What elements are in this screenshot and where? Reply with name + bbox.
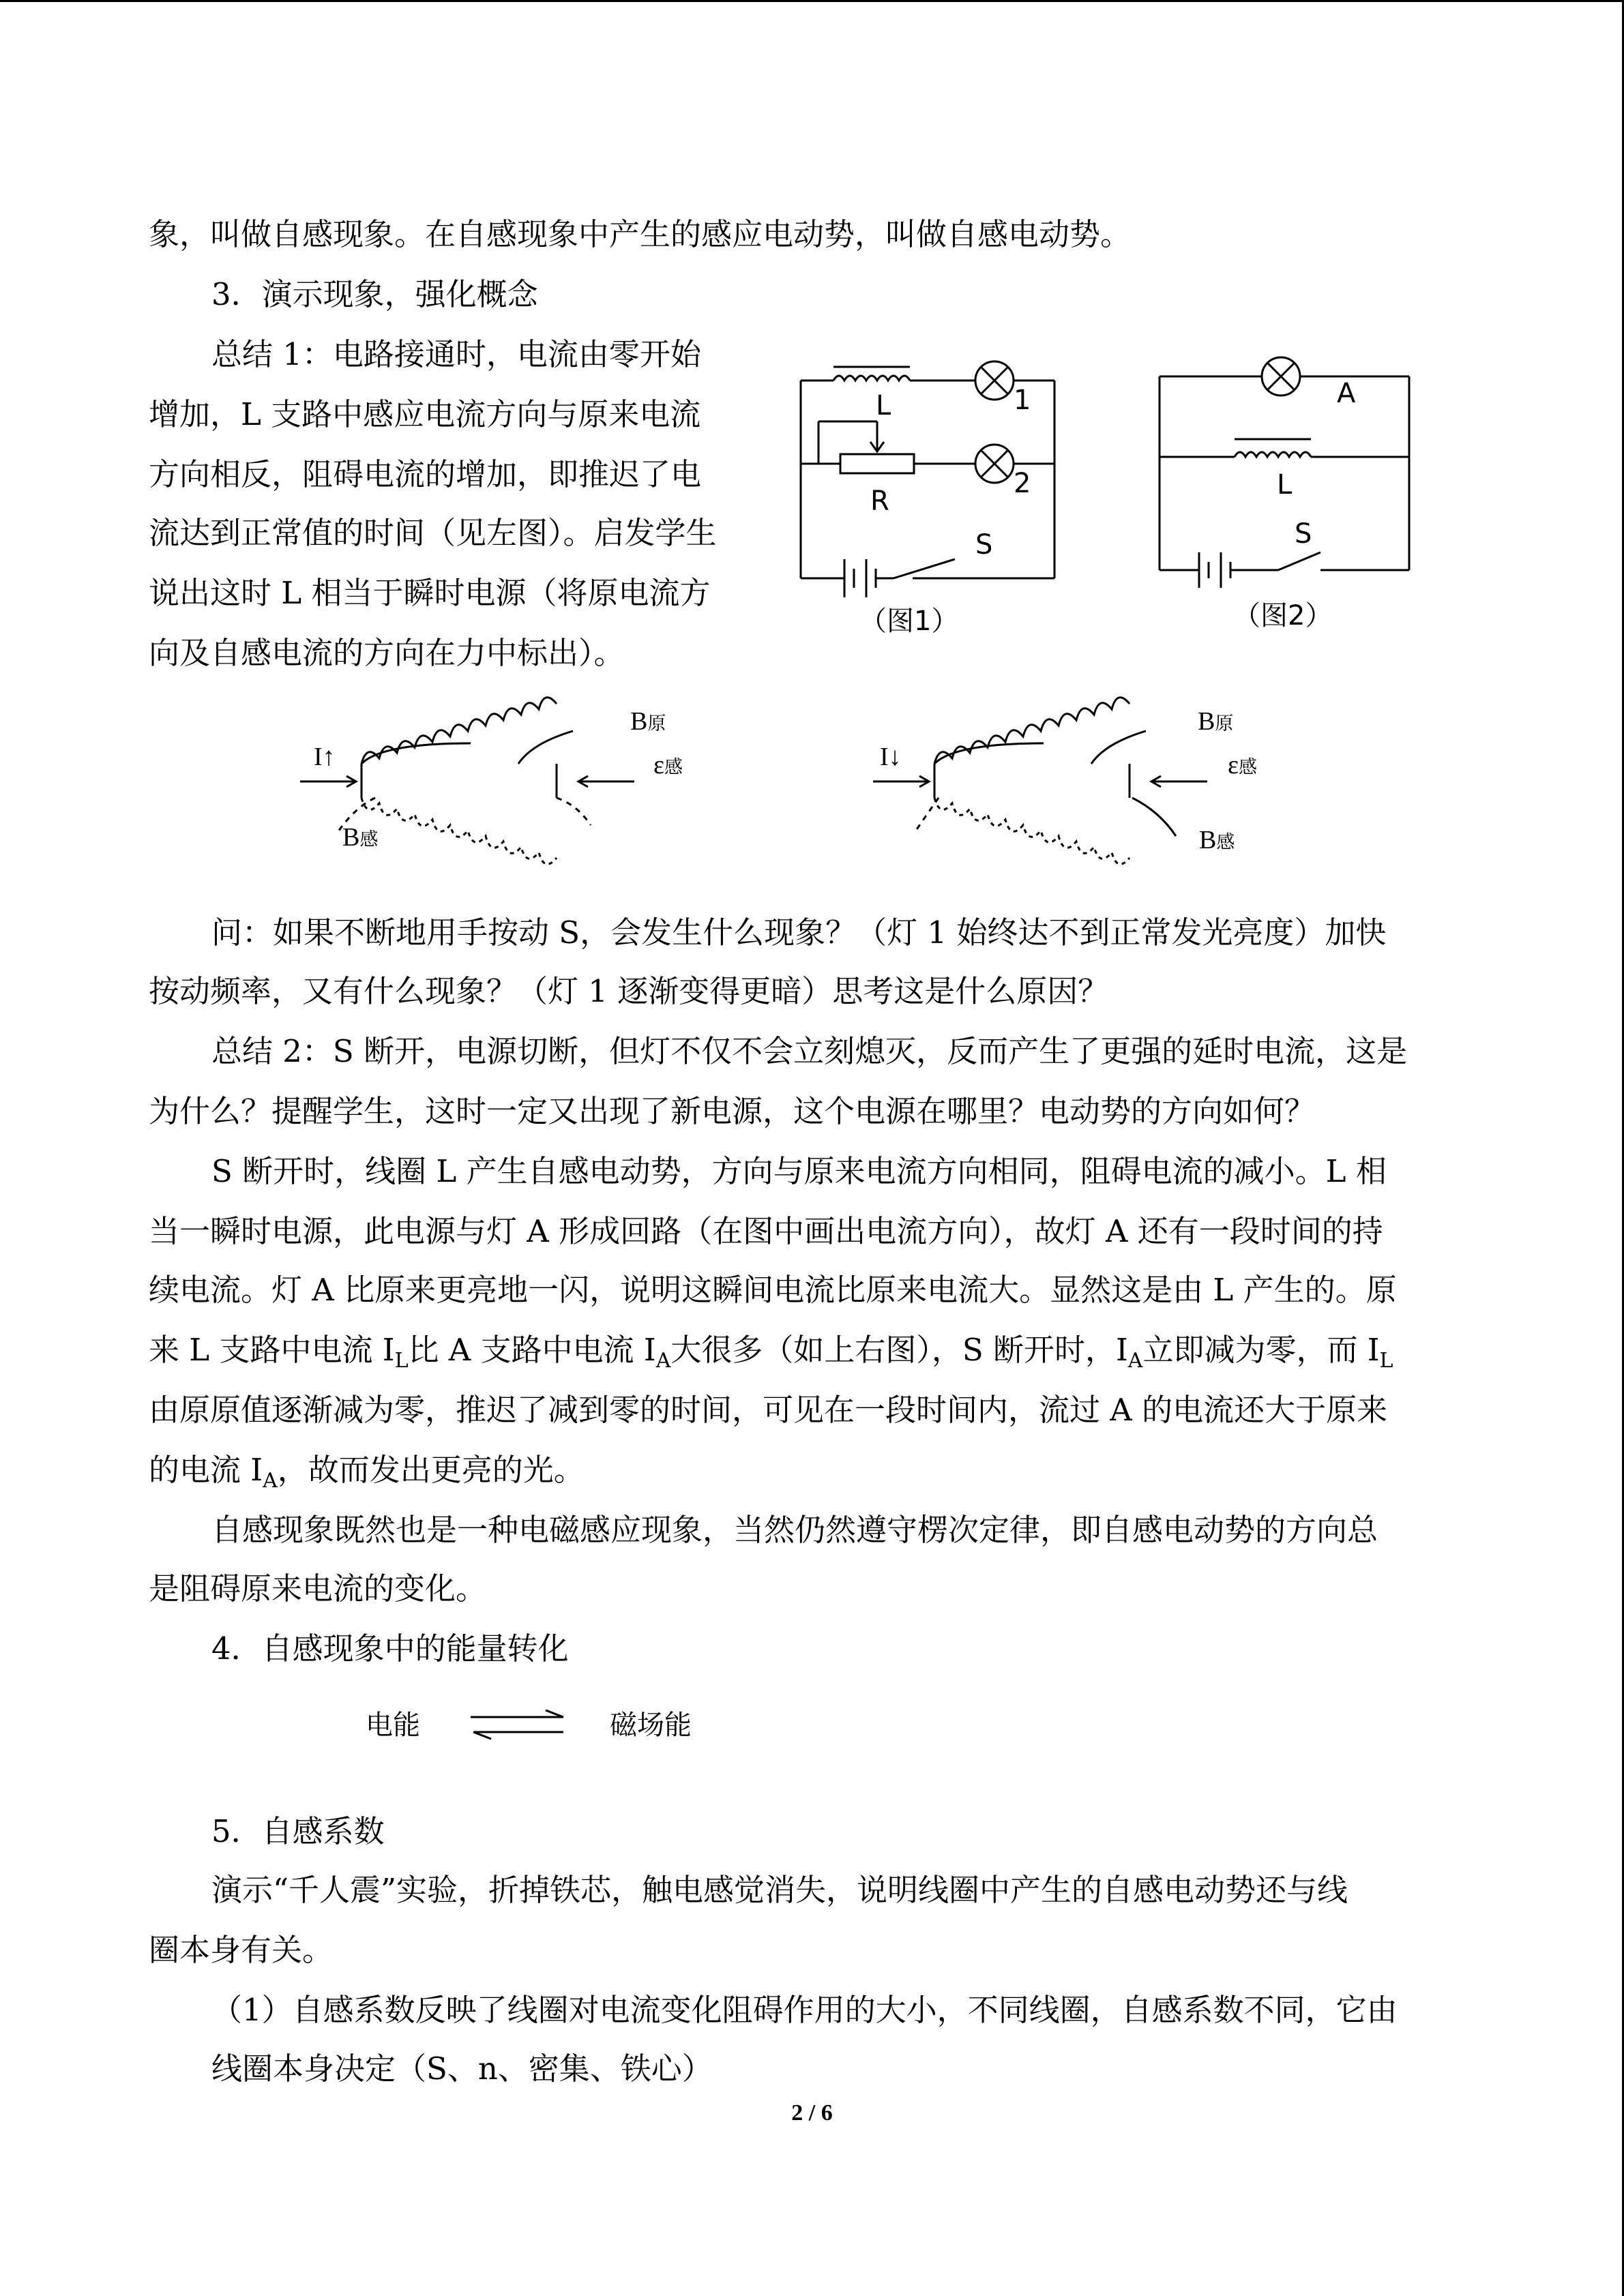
circuit-figure-1 xyxy=(791,355,1078,641)
text-line: 象，叫做自感现象。在自感现象中产生的感应电动势，叫做自感电动势。 xyxy=(149,216,1132,252)
text-line: 总结 2：S 断开，电源切断，但灯不仅不会立刻熄灭，反而产生了更强的延时电流，这是 xyxy=(211,1033,1408,1069)
page-top-border xyxy=(0,0,1624,2)
section-heading-3: 3．演示现象，强化概念 xyxy=(211,276,538,312)
energy-magnetic-label: 磁场能 xyxy=(610,1710,692,1741)
text-line: 方向相反，阻碍电流的增加，即推迟了电 xyxy=(149,456,702,492)
text-line: 按动频率，又有什么现象？（灯 1 逐渐变得更暗）思考这是什么原因？ xyxy=(149,973,1109,1009)
coil-left-current-label: I↑ xyxy=(314,743,336,771)
text-line: 自感现象既然也是一种电磁感应现象，当然仍然遵守楞次定律，即自感电动势的方向总 xyxy=(211,1512,1378,1548)
text-line: 由原原值逐渐减为零，推迟了减到零的时间，可见在一段时间内，流过 A 的电流还大于原来 xyxy=(149,1392,1388,1428)
coil-left-b-original: B原 xyxy=(630,707,666,736)
fig1-label-L: L xyxy=(876,390,891,421)
coil-right-b-original: B原 xyxy=(1198,707,1234,736)
text-line: 向及自感电流的方向在力中标出）。 xyxy=(149,635,625,671)
text-line: 为什么？提醒学生，这时一定又出现了新电源，这个电源在哪里？电动势的方向如何？ xyxy=(149,1093,1316,1129)
text-line: 是阻碍原来电流的变化。 xyxy=(149,1570,487,1607)
page-number: 2 / 6 xyxy=(791,2100,833,2126)
fig2-label-S: S xyxy=(1295,518,1312,550)
text-line-with-subscripts: 的电流 $I_A$，故而发出更亮的光。 xyxy=(149,1452,585,1493)
text-line: 说出这时 L 相当于瞬时电源（将原电流方 xyxy=(149,575,711,611)
energy-electric-label: 电能 xyxy=(366,1710,420,1741)
text-line: 续电流。灯 A 比原来更亮地一闪，说明这瞬间电流比原来电流大。显然这是由 L 产生的。原 xyxy=(149,1272,1397,1308)
text-line: 线圈本身决定（S、n、密集、铁心） xyxy=(211,2051,713,2087)
coil-left-b-induced: B感 xyxy=(342,823,379,852)
fig2-caption: （图2） xyxy=(1233,600,1333,631)
fig1-caption: （图1） xyxy=(859,606,959,637)
text-line-with-subscripts: 来 L 支路中电流 $I_L$比 A 支路中电流 $I_A$大很多（如上右图），S 断开时，$I_A$立即减为零，而 $I_L$ xyxy=(149,1332,1393,1373)
text-line: S 断开时，线圈 L 产生自感电动势，方向与原来电流方向相同，阻碍电流的减小。L 相 xyxy=(211,1153,1387,1189)
text-line: （1）自感系数反映了线圈对电流变化阻碍作用的大小，不同线圈，自感系数不同，它由 xyxy=(211,1992,1398,2028)
fig1-label-S: S xyxy=(975,529,993,561)
coil-right-b-induced: B感 xyxy=(1199,826,1235,854)
fig2-label-A: A xyxy=(1337,378,1356,409)
fig1-label-R: R xyxy=(870,486,889,517)
circuit-figure-2 xyxy=(1153,355,1426,641)
section-heading-5: 5．自感系数 xyxy=(211,1813,385,1849)
text-line: 总结 1：电路接通时，电流由零开始 xyxy=(211,336,701,372)
coil-right-current-label: I↓ xyxy=(880,743,902,771)
section-heading-4: 4．自感现象中的能量转化 xyxy=(211,1630,569,1667)
text-line: 圈本身有关。 xyxy=(149,1932,334,1968)
text-line: 演示“千人震”实验，折掉铁芯，触电感觉消失，说明线圈中产生的自感电动势还与线 xyxy=(211,1872,1348,1908)
bidirectional-arrows-icon xyxy=(464,1705,573,1746)
text-line: 增加，L 支路中感应电流方向与原来电流 xyxy=(149,396,701,432)
fig1-label-lamp1: 1 xyxy=(1014,385,1031,416)
coil-left-emf: ε感 xyxy=(653,751,683,779)
text-line: 问：如果不断地用手按动 S，会发生什么现象？（灯 1 始终达不到正常发光亮度）加快 xyxy=(211,914,1387,951)
coil-right-emf: ε感 xyxy=(1228,751,1257,779)
text-line: 当一瞬时电源，此电源与灯 A 形成回路（在图中画出电流方向），故灯 A 还有一段时间的持 xyxy=(149,1213,1383,1249)
fig1-label-lamp2: 2 xyxy=(1014,468,1031,499)
fig2-label-L: L xyxy=(1277,469,1293,501)
text-line: 流达到正常值的时间（见左图）。启发学生 xyxy=(149,515,717,551)
